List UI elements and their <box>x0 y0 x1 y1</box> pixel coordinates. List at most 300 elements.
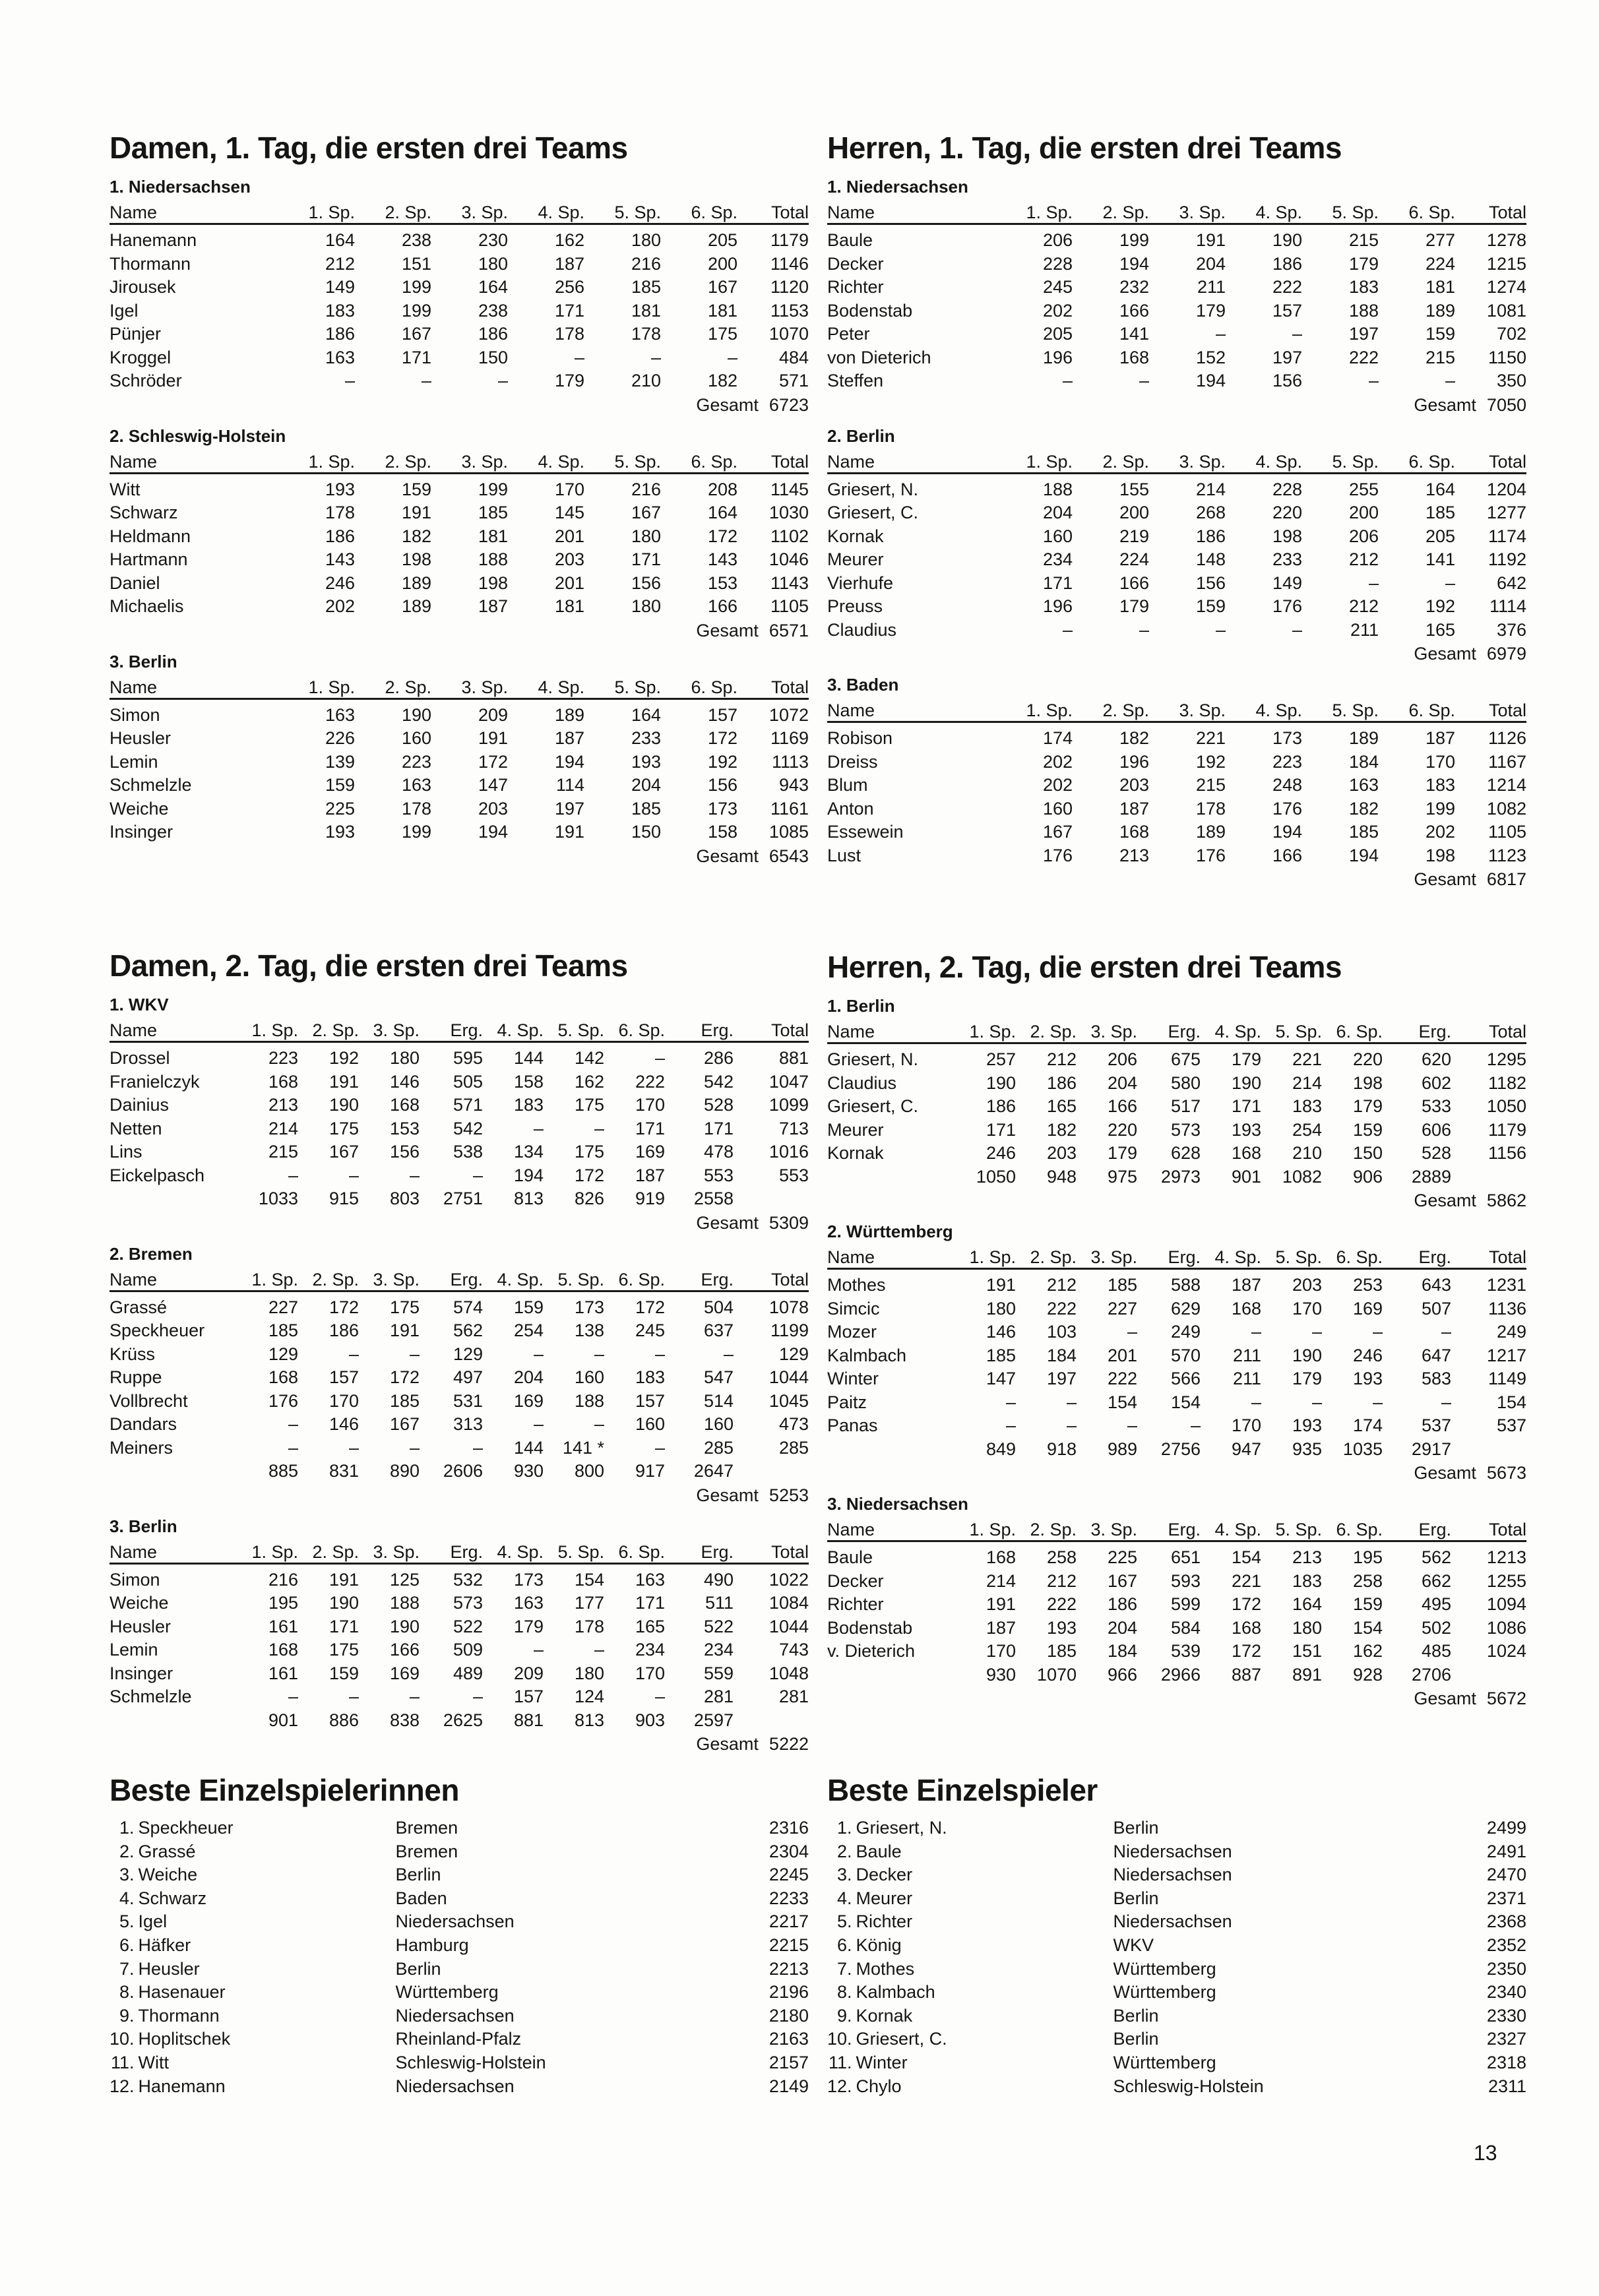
score-cell: – <box>1215 619 1226 640</box>
score-cell: 245 <box>1042 277 1073 297</box>
player-row <box>110 1413 809 1437</box>
score-cell: 199 <box>401 277 431 297</box>
section-title: Damen, 1. Tag, die ersten drei Teams <box>110 131 628 165</box>
header-row <box>827 1515 1526 1541</box>
total-score: 2499 <box>1486 1818 1526 1838</box>
ranking-row <box>827 1958 1526 1981</box>
score-cell: 643 <box>1421 1275 1451 1295</box>
sum-cell: 2625 <box>443 1710 483 1730</box>
sum-cell: 901 <box>1231 1166 1261 1187</box>
column-header: 5. Sp. <box>544 1265 604 1291</box>
column-header: Total <box>737 673 809 699</box>
score-cell: 183 <box>635 1367 665 1387</box>
player-name: Heusler <box>110 1616 172 1636</box>
score-cell: 156 <box>631 573 661 593</box>
score-cell: 224 <box>1119 549 1149 569</box>
score-cell: 167 <box>329 1142 359 1162</box>
score-cell: 223 <box>268 1048 298 1068</box>
score-cell: 182 <box>1348 798 1379 819</box>
player-name: Baule <box>827 230 873 250</box>
score-cell: 197 <box>554 798 584 819</box>
sum-cell: 901 <box>268 1710 298 1730</box>
player-name: Preuss <box>827 596 883 616</box>
score-cell: 1295 <box>1486 1049 1526 1069</box>
score-cell: 160 <box>635 1414 665 1434</box>
score-cell: 159 <box>1425 324 1455 344</box>
team-title: 1. Berlin <box>827 996 895 1016</box>
score-cell: 196 <box>1119 751 1149 772</box>
team-block <box>827 175 1526 417</box>
sum-cell: 1033 <box>258 1189 298 1208</box>
gesamt-value: 6979 <box>1486 644 1526 664</box>
column-header: 4. Sp. <box>508 673 584 699</box>
column-header: 3. Sp. <box>431 447 508 474</box>
score-cell: 164 <box>325 230 355 250</box>
sum-cell: 2917 <box>1411 1439 1451 1459</box>
sum-row <box>110 1187 809 1211</box>
column-header: 1. Sp. <box>953 1243 1016 1269</box>
sum-cell: 2597 <box>693 1710 734 1730</box>
score-cell: 201 <box>554 573 584 593</box>
section-title: Beste Einzelspieler <box>827 1773 1098 1807</box>
score-cell: 129 <box>453 1344 483 1364</box>
total-score: 2368 <box>1486 1911 1526 1932</box>
team-total-row <box>827 393 1526 417</box>
player-row <box>110 595 809 619</box>
score-cell: 179 <box>554 371 584 390</box>
rank: 10. <box>827 2029 852 2049</box>
player-name: Simon <box>110 704 160 725</box>
score-cell: 629 <box>1170 1298 1201 1319</box>
score-cell: 216 <box>631 253 661 274</box>
player-name: Vollbrecht <box>110 1390 188 1411</box>
score-cell: 1153 <box>770 300 809 321</box>
score-cell: 225 <box>1107 1547 1137 1567</box>
sum-cell: 989 <box>1107 1439 1137 1459</box>
section-title: Herren, 2. Tag, die ersten drei Teams <box>827 950 1342 984</box>
score-cell: 185 <box>389 1390 420 1411</box>
column-header: Total <box>1451 1017 1526 1043</box>
ranking-row <box>827 1840 1526 1864</box>
team-block <box>827 995 1526 1212</box>
sum-cell: 885 <box>268 1461 298 1481</box>
score-cell: – <box>288 1437 298 1458</box>
score-cell: 190 <box>329 1593 359 1613</box>
score-cell: 172 <box>1231 1641 1261 1661</box>
sum-cell <box>1451 1165 1526 1189</box>
column-header: Total <box>1455 696 1526 722</box>
score-cell: 254 <box>513 1320 544 1340</box>
score-cell: 211 <box>1232 1345 1261 1365</box>
score-cell: 202 <box>1042 751 1073 772</box>
score-cell: 514 <box>703 1390 734 1411</box>
team-total-row <box>110 1211 809 1235</box>
player-name: Heusler <box>110 728 172 748</box>
column-header: Name <box>827 1243 953 1269</box>
ranking-row <box>827 1981 1526 2004</box>
score-cell: 199 <box>401 300 431 321</box>
score-cell: – <box>344 371 355 390</box>
score-cell: 186 <box>329 1320 359 1340</box>
score-cell: 1126 <box>1488 728 1526 748</box>
total-score: 2149 <box>768 2076 809 2096</box>
player-name: Grassé <box>138 1841 196 1861</box>
score-cell: 190 <box>401 704 431 725</box>
score-cell: 1050 <box>1486 1096 1526 1116</box>
player-row <box>110 346 809 370</box>
score-cell: 186 <box>986 1096 1016 1116</box>
score-cell: – <box>727 347 737 367</box>
player-row <box>110 1592 809 1615</box>
player-row <box>110 1662 809 1686</box>
score-cell: 175 <box>329 1640 359 1660</box>
player-name: Schmelzle <box>110 775 192 795</box>
score-cell: 153 <box>389 1118 420 1138</box>
score-cell: 145 <box>554 503 584 522</box>
score-cell: 158 <box>513 1071 544 1092</box>
team-total-row <box>110 844 809 868</box>
score-cell: – <box>421 371 431 390</box>
score-cell: 234 <box>703 1640 734 1660</box>
gesamt-value: 5253 <box>768 1485 809 1505</box>
score-cell: 189 <box>401 596 431 616</box>
score-cell: 220 <box>1107 1119 1137 1140</box>
gesamt-label: Gesamt <box>696 1212 759 1233</box>
column-header: 3. Sp. <box>1149 696 1226 722</box>
sum-cell: 2558 <box>693 1189 734 1208</box>
score-cell: 505 <box>453 1071 483 1092</box>
score-cell: 253 <box>1352 1275 1383 1295</box>
score-cell: – <box>1127 1322 1137 1342</box>
score-cell: 206 <box>1042 230 1073 250</box>
score-cell: – <box>1368 573 1379 593</box>
score-cell: – <box>533 1344 544 1364</box>
player-name: Heusler <box>138 1958 200 1979</box>
score-cell: 203 <box>1046 1143 1077 1163</box>
player-name: Winter <box>856 2052 908 2072</box>
column-header: 6. Sp. <box>1379 198 1455 224</box>
sum-cell: 917 <box>635 1461 665 1481</box>
score-cell: 281 <box>703 1687 734 1706</box>
ranking-row <box>827 2028 1526 2051</box>
score-cell: 170 <box>635 1095 665 1115</box>
score-cell: – <box>348 1437 359 1458</box>
score-cell: 168 <box>268 1071 298 1092</box>
score-cell: 185 <box>1348 822 1379 842</box>
player-name: Schwarz <box>110 503 178 522</box>
score-cell: 179 <box>1231 1049 1261 1069</box>
score-cell: 171 <box>635 1593 665 1613</box>
score-cell: 169 <box>635 1142 665 1162</box>
player-name: Meurer <box>827 549 884 569</box>
score-cell: 230 <box>478 230 508 250</box>
score-cell: 203 <box>554 549 584 569</box>
team-name: Schleswig-Holstein <box>395 2052 546 2072</box>
team-total-row <box>827 867 1526 891</box>
score-cell: 193 <box>631 751 661 772</box>
column-header: Erg. <box>1137 1243 1201 1269</box>
score-cell: 182 <box>1119 728 1149 748</box>
score-cell: 190 <box>1292 1345 1322 1365</box>
score-table <box>827 1515 1526 1687</box>
score-cell: 166 <box>1119 300 1149 321</box>
score-cell: 201 <box>1107 1345 1137 1365</box>
sum-cell: 800 <box>574 1461 604 1481</box>
player-name: Ruppe <box>110 1367 162 1387</box>
score-cell: 158 <box>707 822 737 842</box>
score-cell: 198 <box>1272 526 1302 546</box>
score-cell: 222 <box>1272 277 1302 297</box>
column-header: 3. Sp. <box>359 1537 420 1564</box>
sum-cell <box>827 1438 953 1462</box>
score-cell: 209 <box>478 704 508 725</box>
player-row <box>827 797 1526 821</box>
rank: 9. <box>837 2005 852 2026</box>
team-name: Berlin <box>395 1865 441 1885</box>
score-cell: 174 <box>1352 1415 1383 1435</box>
player-name: Steffen <box>827 371 884 390</box>
total-score: 2180 <box>768 2005 809 2026</box>
score-cell: 195 <box>1352 1547 1383 1567</box>
team-name: Niedersachsen <box>1113 1911 1232 1932</box>
best-players-table <box>827 1816 1526 2098</box>
player-name: Drossel <box>110 1048 170 1068</box>
score-cell: – <box>1215 324 1226 344</box>
rank: 2. <box>119 1841 135 1861</box>
score-cell: 1099 <box>768 1095 809 1115</box>
gesamt-label: Gesamt <box>696 1734 759 1754</box>
score-cell: 215 <box>1195 775 1226 795</box>
score-cell: 150 <box>631 822 661 842</box>
score-table <box>110 1265 809 1483</box>
player-name: Insinger <box>110 822 173 842</box>
score-cell: – <box>1441 1322 1451 1342</box>
score-cell: 258 <box>1046 1547 1077 1567</box>
score-cell: 1105 <box>1488 822 1526 842</box>
column-header: 6. Sp. <box>1322 1243 1383 1269</box>
player-row <box>827 501 1526 525</box>
score-cell: – <box>1139 371 1149 390</box>
score-cell: 171 <box>631 549 661 569</box>
score-cell: 233 <box>631 728 661 748</box>
player-name: Dreiss <box>827 751 878 772</box>
score-cell: 571 <box>453 1095 483 1115</box>
player-row <box>110 1164 809 1188</box>
total-score: 2245 <box>768 1865 809 1885</box>
score-cell: 1084 <box>768 1593 809 1613</box>
player-name: Speckheuer <box>138 1818 234 1838</box>
score-cell: 144 <box>513 1437 544 1458</box>
player-row <box>827 1367 1526 1391</box>
score-cell: 170 <box>1292 1298 1322 1319</box>
player-name: Hasenauer <box>138 1982 226 2002</box>
column-header: 3. Sp. <box>1149 198 1226 224</box>
score-cell: 245 <box>635 1320 665 1340</box>
column-header: 2. Sp. <box>1016 1243 1077 1269</box>
score-cell: – <box>1311 1392 1322 1412</box>
player-name: Decker <box>856 1865 913 1885</box>
total-score: 2304 <box>768 1841 809 1861</box>
score-cell: 202 <box>325 596 355 616</box>
player-row <box>110 797 809 821</box>
score-cell: – <box>1372 1322 1383 1342</box>
header-row <box>827 696 1526 722</box>
score-cell: 662 <box>1421 1570 1451 1591</box>
score-cell: 257 <box>986 1049 1016 1069</box>
player-row <box>110 473 809 501</box>
score-cell: 227 <box>1107 1298 1137 1319</box>
score-cell: 522 <box>453 1616 483 1636</box>
sum-cell: 890 <box>389 1461 420 1481</box>
player-row <box>827 1320 1526 1344</box>
rank: 11. <box>829 2052 852 2072</box>
score-cell: 179 <box>1119 596 1149 616</box>
sum-cell <box>734 1187 809 1211</box>
score-cell: 1179 <box>1488 1119 1526 1140</box>
score-cell: 214 <box>1195 479 1226 499</box>
score-cell: 517 <box>1170 1096 1201 1116</box>
score-cell: 168 <box>1231 1298 1261 1319</box>
score-cell: 173 <box>574 1297 604 1317</box>
ranking-row <box>827 2075 1526 2099</box>
score-cell: 142 <box>574 1048 604 1068</box>
team-total-row <box>827 1687 1526 1710</box>
score-cell: 206 <box>1107 1049 1137 1069</box>
column-header: Total <box>1451 1243 1526 1269</box>
sum-cell: 1070 <box>1036 1664 1077 1685</box>
score-cell: 175 <box>707 324 737 344</box>
score-cell: 204 <box>513 1367 544 1387</box>
score-cell: 185 <box>1107 1275 1137 1295</box>
score-cell: 187 <box>1119 798 1149 819</box>
score-cell: 180 <box>986 1298 1016 1319</box>
score-cell: 1217 <box>1486 1345 1526 1365</box>
sum-cell: 948 <box>1046 1166 1077 1187</box>
player-name: Anton <box>827 798 874 819</box>
player-row <box>827 1119 1526 1142</box>
player-name: Meurer <box>856 1888 913 1908</box>
team-title: 1. Niedersachsen <box>110 177 251 197</box>
rank: 7. <box>119 1958 135 1979</box>
sum-cell: 813 <box>513 1189 544 1208</box>
score-cell: 172 <box>574 1165 604 1185</box>
column-header: 4. Sp. <box>1226 198 1302 224</box>
score-cell: 226 <box>325 728 355 748</box>
score-cell: – <box>1139 619 1149 640</box>
sum-cell: 826 <box>574 1189 604 1208</box>
team-name: Berlin <box>1113 2029 1159 2049</box>
total-score: 2330 <box>1486 2005 1526 2026</box>
team-name: Berlin <box>1113 2005 1159 2026</box>
column-header: Name <box>110 447 268 474</box>
total-score: 2233 <box>768 1888 809 1908</box>
column-header: 5. Sp. <box>544 1537 604 1564</box>
column-header: Total <box>1455 198 1526 224</box>
score-cell: 172 <box>635 1297 665 1317</box>
rank: 3. <box>837 1865 852 1885</box>
column-header: Name <box>827 198 986 224</box>
rank: 2. <box>837 1841 852 1861</box>
score-cell: 192 <box>1195 751 1226 772</box>
player-row <box>110 1117 809 1141</box>
score-cell: 213 <box>1292 1547 1322 1567</box>
score-cell: 595 <box>453 1048 483 1068</box>
player-name: Häfker <box>138 1935 191 1955</box>
score-cell: 159 <box>1352 1594 1383 1614</box>
sum-row <box>827 1438 1526 1462</box>
score-cell: 190 <box>1272 230 1302 250</box>
player-row <box>110 369 809 393</box>
score-cell: 191 <box>1195 230 1226 250</box>
team-block <box>827 673 1526 891</box>
score-cell: 194 <box>554 751 584 772</box>
score-cell: 146 <box>329 1414 359 1434</box>
sum-cell: 947 <box>1231 1439 1261 1459</box>
score-cell: – <box>1251 1392 1261 1412</box>
score-cell: 1016 <box>768 1142 809 1162</box>
player-name: Essewein <box>827 822 904 842</box>
player-name: Schwarz <box>138 1888 207 1908</box>
team-name: Berlin <box>1113 1818 1159 1838</box>
score-cell: 713 <box>778 1118 809 1138</box>
score-cell: 200 <box>707 253 737 274</box>
score-cell: 134 <box>513 1142 544 1162</box>
score-cell: 200 <box>1119 503 1149 522</box>
player-row <box>827 224 1526 253</box>
column-header: 4. Sp. <box>1226 696 1302 722</box>
ranking-row <box>110 1863 809 1887</box>
total-score: 2318 <box>1486 2052 1526 2072</box>
team-name: Württemberg <box>1113 2052 1216 2072</box>
score-cell: 175 <box>389 1297 420 1317</box>
score-cell: 562 <box>453 1320 483 1340</box>
score-cell: 212 <box>1046 1570 1077 1591</box>
score-cell: 164 <box>1292 1594 1322 1614</box>
score-cell: 164 <box>631 704 661 725</box>
score-cell: 559 <box>703 1663 734 1683</box>
score-cell: 171 <box>1042 573 1073 593</box>
column-header: 2. Sp. <box>1073 696 1149 722</box>
team-name: Hamburg <box>395 1935 469 1955</box>
column-header: Total <box>1455 447 1526 474</box>
score-cell: 502 <box>1421 1617 1451 1638</box>
player-name: Panas <box>827 1415 878 1435</box>
score-cell: 149 <box>1272 573 1302 593</box>
score-cell: 1086 <box>1486 1617 1526 1638</box>
score-cell: 215 <box>1348 230 1379 250</box>
ranking-row <box>827 1863 1526 1887</box>
score-cell: 539 <box>1170 1641 1201 1661</box>
rank: 10. <box>110 2029 135 2049</box>
total-score: 2217 <box>768 1911 809 1932</box>
player-row <box>110 1563 809 1592</box>
score-cell: 154 <box>1352 1617 1383 1638</box>
score-cell: 171 <box>703 1118 734 1138</box>
ranking-row <box>110 1981 809 2004</box>
column-header: 2. Sp. <box>1016 1017 1077 1043</box>
score-cell: 222 <box>1348 347 1379 367</box>
score-cell: 175 <box>329 1118 359 1138</box>
score-cell: 1024 <box>1486 1641 1526 1661</box>
score-cell: 642 <box>1496 573 1526 593</box>
score-cell: 187 <box>554 728 584 748</box>
gesamt-value: 6571 <box>768 620 809 640</box>
score-cell: 215 <box>268 1142 298 1162</box>
rank: 8. <box>119 1982 135 2002</box>
score-cell: 141 <box>1119 324 1149 344</box>
total-score: 2213 <box>768 1958 809 1979</box>
score-table <box>827 1017 1526 1189</box>
